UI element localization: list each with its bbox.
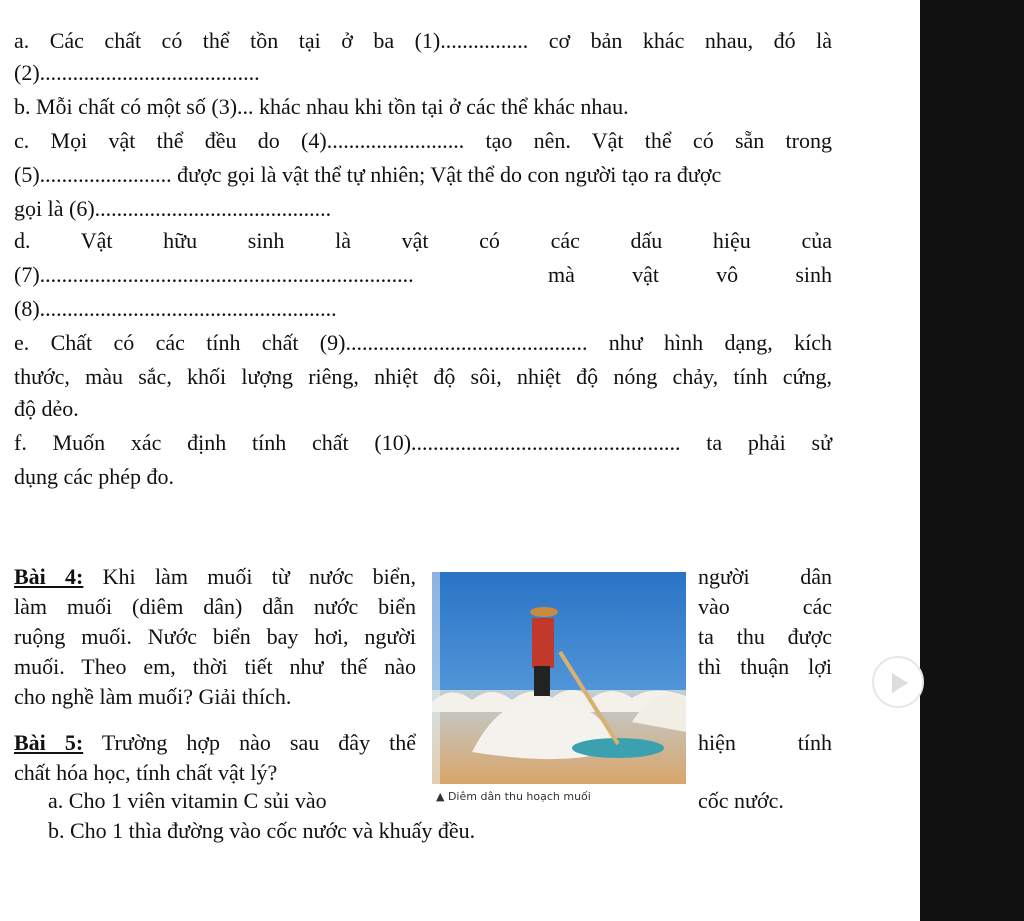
photo-edge bbox=[432, 572, 440, 784]
item-d-line-2-left: (7).................................................................... bbox=[14, 262, 414, 287]
bai5-line-2: chất hóa học, tính chất vật lý? bbox=[14, 760, 278, 785]
salt-field-illustration bbox=[432, 572, 686, 784]
bai5-option-a-right: cốc nước. bbox=[698, 788, 784, 813]
item-c-line-1: c. Mọi vật thể đều do (4)......................... tạo nên. Vật thể có sẵn trong bbox=[14, 128, 832, 153]
item-e-line-2: thước, màu sắc, khối lượng riêng, nhiệt độ sôi, nhiệt độ nóng chảy, tính cứng, bbox=[14, 364, 832, 389]
item-f-line-1: f. Muốn xác định tính chất (10)................................................. ta phải sử bbox=[14, 430, 832, 455]
bai4-left-text bbox=[14, 562, 416, 712]
bai4-right-3: ta thu được bbox=[698, 624, 832, 649]
item-d-line-1: d. Vật hữu sinh là vật có các dấu hiệu của bbox=[14, 228, 832, 253]
bai5-left-1: Trường hợp nào sau đây thể bbox=[101, 730, 416, 755]
conical-hat bbox=[530, 607, 558, 617]
bai4-line-1 bbox=[14, 562, 416, 592]
item-a-line-2: (2)........................................ bbox=[14, 60, 260, 85]
bai5-option-a-left: a. Cho 1 viên vitamin C sủi vào bbox=[48, 788, 327, 813]
bai5-left-text bbox=[14, 728, 416, 788]
bai4-label: Bài 4: bbox=[14, 564, 84, 589]
bai4-line-4: muối. Theo em, thời tiết như thế nào bbox=[14, 654, 416, 679]
bai4-right-2: vào các bbox=[698, 594, 832, 619]
item-a-line-1: a. Các chất có thể tồn tại ở ba (1)................ cơ bản khác nhau, đó là bbox=[14, 28, 832, 53]
bai5-label: Bài 5: bbox=[14, 730, 84, 755]
bai4-line-3: ruộng muối. Nước biển bay hơi, người bbox=[14, 624, 416, 649]
bai4-line-2: làm muối (diêm dân) dẫn nước biển bbox=[14, 594, 416, 619]
play-icon bbox=[890, 671, 910, 695]
worker-shirt bbox=[532, 618, 554, 668]
item-c-line-3: gọi là (6)........................................... bbox=[14, 196, 332, 221]
item-b-line-1: b. Mỗi chất có một số (3)... khác nhau khi tồn tại ở các thể khác nhau. bbox=[14, 94, 629, 119]
item-d-line-3: (8)...................................................... bbox=[14, 296, 337, 321]
bai5-right-text bbox=[698, 728, 832, 758]
bai4-line-5: cho nghề làm muối? Giải thích. bbox=[14, 684, 292, 709]
bai5-line-1 bbox=[14, 728, 416, 758]
right-dark-strip bbox=[920, 0, 1024, 921]
item-e-line-1: e. Chất có các tính chất (9)............................................ như hình dạng, kích bbox=[14, 330, 832, 355]
photo-caption: ▲ Diêm dân thu hoạch muối bbox=[436, 790, 591, 803]
item-f-line-2: dụng các phép đo. bbox=[14, 464, 175, 489]
bai5-right-1: hiện tính bbox=[698, 730, 832, 755]
salt-harvest-photo bbox=[432, 572, 686, 784]
bai4-right-text bbox=[698, 562, 832, 682]
play-button[interactable] bbox=[872, 656, 924, 708]
item-c-line-2: (5)........................ được gọi là vật thể tự nhiên; Vật thể do con người tạo ra được bbox=[14, 162, 722, 187]
worker-trousers bbox=[534, 666, 550, 696]
bai4-left-1: Khi làm muối từ nước biển, bbox=[102, 564, 416, 589]
item-d-line-2-right: mà vật vô sinh bbox=[548, 262, 832, 287]
item-e-line-3: độ dẻo. bbox=[14, 396, 79, 421]
bai4-right-4: thì thuận lợi bbox=[698, 654, 832, 679]
bai4-right-1: người dân bbox=[698, 564, 832, 589]
bai5-option-b: b. Cho 1 thìa đường vào cốc nước và khuấy đều. bbox=[48, 818, 476, 843]
